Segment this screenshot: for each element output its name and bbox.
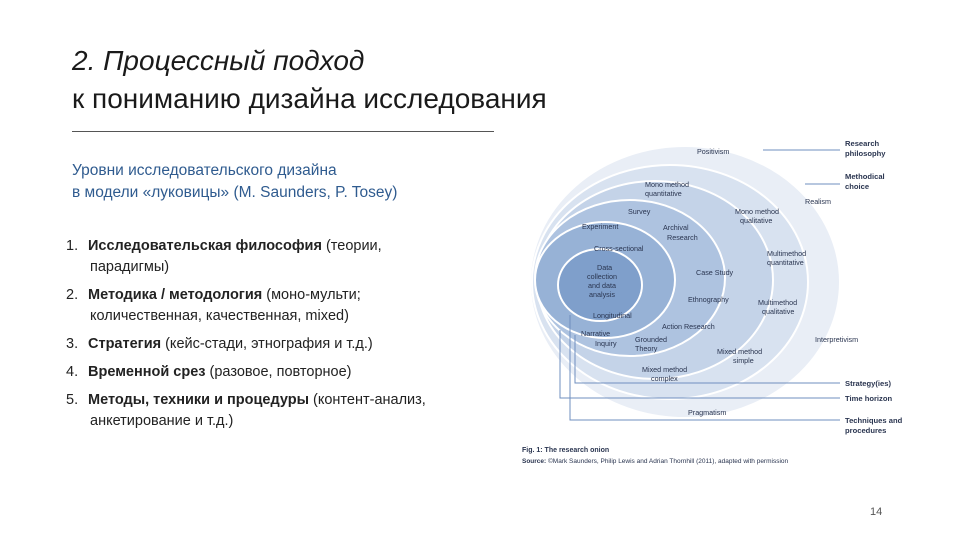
label-grounded-1: Grounded xyxy=(635,335,667,344)
label-longitudinal: Longitudinal xyxy=(593,311,632,320)
list-item xyxy=(66,362,486,383)
list-item-continuation: количественная, качественная, mixed) xyxy=(90,308,349,324)
list-item-number: 2. xyxy=(66,287,79,303)
label-experiment: Experiment xyxy=(582,222,619,231)
list-item xyxy=(66,334,486,355)
label-multi-qual-2: qualitative xyxy=(762,307,795,316)
subtitle-line1: Уровни исследовательского дизайна xyxy=(72,162,337,179)
label-cross-sectional: Cross-sectional xyxy=(594,244,644,253)
list-item-main: Стратегия xyxy=(88,336,162,352)
label-mono-qual-1: Mono method xyxy=(735,207,779,216)
label-grounded-2: Theory xyxy=(635,344,658,353)
figure-source xyxy=(522,457,789,465)
label-mono-quant-2: quantitative xyxy=(645,189,682,198)
side-research-philosophy-2: philosophy xyxy=(845,149,886,158)
label-positivism: Positivism xyxy=(697,147,730,156)
list-item-continuation: анкетирование и т.д.) xyxy=(90,413,234,429)
label-mixed-simple-2: simple xyxy=(733,356,754,365)
label-multi-qual-1: Multimethod xyxy=(758,298,798,307)
list-item-number: 5. xyxy=(66,392,79,408)
figure-caption: Fig. 1: The research onion xyxy=(522,447,610,454)
side-techniques-1: Techniques and xyxy=(845,416,903,425)
side-strategies: Strategy(ies) xyxy=(845,379,892,388)
label-data-4: analysis xyxy=(589,290,615,299)
label-action-research: Action Research xyxy=(662,322,715,331)
slide-title-line2: к пониманию дизайна исследования xyxy=(72,83,547,114)
label-multi-quant-1: Multimethod xyxy=(767,249,807,258)
list-item xyxy=(66,236,486,278)
list-item-main: Методы, техники и процедуры xyxy=(88,392,309,408)
subtitle-line2: в модели «луковицы» (M. Saunders, P. Tosey) xyxy=(72,184,398,201)
label-narrative-2: Inquiry xyxy=(595,339,617,348)
label-mixed-complex-2: complex xyxy=(651,374,678,383)
list-item-detail: (контент-анализ, xyxy=(308,392,426,408)
label-survey: Survey xyxy=(628,207,651,216)
label-mono-quant-1: Mono method xyxy=(645,180,689,189)
side-methodical-choice-2: choice xyxy=(845,182,870,191)
label-ethnography: Ethnography xyxy=(688,295,729,304)
slide-subtitle xyxy=(72,160,492,204)
label-mixed-simple-1: Mixed method xyxy=(717,347,763,356)
label-interpretivism: Interpretivism xyxy=(815,335,859,344)
list-item-main: Исследовательская философия xyxy=(88,238,322,254)
label-mono-qual-2: qualitative xyxy=(740,216,773,225)
label-pragmatism: Pragmatism xyxy=(688,408,727,417)
figure-source-label: Source: xyxy=(522,458,547,465)
label-realism: Realism xyxy=(805,197,831,206)
side-time-horizon: Time horizon xyxy=(845,394,893,403)
list-item-detail: (теории, xyxy=(321,238,382,254)
label-multi-quant-2: quantitative xyxy=(767,258,804,267)
side-techniques-2: procedures xyxy=(845,426,887,435)
page-number: 14 xyxy=(870,506,883,518)
slide-title xyxy=(72,42,672,118)
list-item-main: Временной срез xyxy=(88,364,206,380)
label-archival-2: Research xyxy=(667,233,698,242)
list-item-number: 3. xyxy=(66,336,79,352)
list-item xyxy=(66,285,486,327)
label-data-3: and data xyxy=(588,281,616,290)
list-item-number: 1. xyxy=(66,238,79,254)
figure-source-text: ©Mark Saunders, Philip Lewis and Adrian Thornhill (2011), adapted with permission xyxy=(546,458,789,465)
list-item-continuation: парадигмы) xyxy=(90,259,170,275)
list-item-number: 4. xyxy=(66,364,79,380)
label-mixed-complex-1: Mixed method xyxy=(642,365,688,374)
label-narrative-1: Narrative xyxy=(581,329,611,338)
list-item-detail: (кейс-стади, этнография и т.д.) xyxy=(161,336,373,352)
side-research-philosophy-1: Research xyxy=(845,139,880,148)
label-data-1: Data xyxy=(597,263,613,272)
label-archival-1: Archival xyxy=(663,223,689,232)
side-methodical-choice-1: Methodical xyxy=(845,172,885,181)
slide-title-line1: 2. Процессный подход xyxy=(72,45,365,76)
list-item-main: Методика / методология xyxy=(88,287,263,303)
label-case-study: Case Study xyxy=(696,268,734,277)
list-item xyxy=(66,390,486,432)
title-divider xyxy=(72,131,494,132)
list-item-detail: (моно-мульти; xyxy=(262,287,361,303)
list-item-detail: (разовое, повторное) xyxy=(205,364,352,380)
label-data-2: collection xyxy=(587,272,617,281)
research-onion-diagram xyxy=(505,130,905,475)
levels-list xyxy=(66,236,486,439)
